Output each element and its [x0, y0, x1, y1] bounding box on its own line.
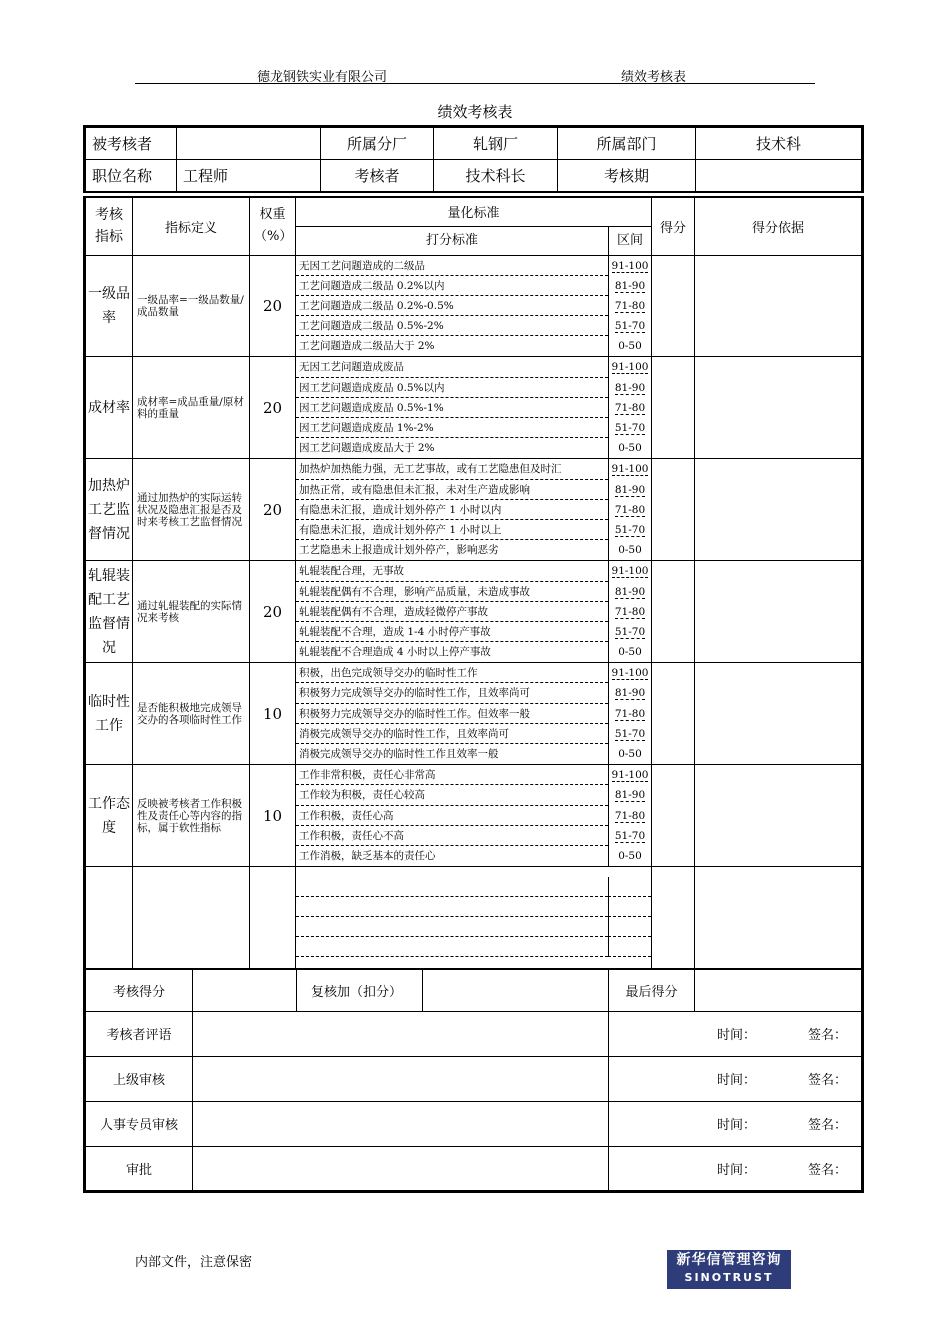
metric-basis-field[interactable]	[695, 357, 863, 459]
criterion-range: 51-70	[614, 829, 646, 842]
metric-definition: 通过轧辊装配的实际情况来考核	[133, 561, 250, 663]
criterion-range: 81-90	[614, 381, 646, 394]
criterion-text: 有隐患未汇报，造成计划外停产 1 小时以内	[296, 500, 608, 520]
criterion-range: 51-70	[614, 727, 646, 740]
criterion-row	[296, 438, 651, 458]
metric-row	[85, 459, 863, 561]
col-scoring: 打分标准	[425, 232, 478, 248]
approval-time-label: 时间：	[717, 1162, 757, 1178]
branch-label: 所属分厂	[321, 127, 434, 160]
approval-sign-label: 签名：	[807, 1028, 847, 1043]
criterion-range: 71-80	[614, 401, 646, 414]
logo-cn: 新华信管理咨询	[676, 1252, 782, 1268]
criterion-row	[296, 500, 651, 520]
blank-criterion-row	[296, 877, 651, 897]
metric-basis-field[interactable]	[695, 561, 863, 663]
criterion-text: 轧辊装配偶有不合理，造成轻微停产事故	[296, 602, 608, 622]
metric-name: 成材率	[85, 357, 133, 459]
criterion-range: 0-50	[618, 748, 642, 760]
metric-definition: 一级品率=一级品数量/成品数量	[133, 255, 250, 357]
criterion-text: 消极完成领导交办的临时性工作，且效率尚可	[296, 724, 608, 744]
criterion-range: 51-70	[614, 523, 646, 536]
metric-row	[85, 663, 863, 765]
criterion-text: 工艺隐患未上报造成计划外停产，影响恶劣	[299, 544, 499, 557]
criterion-text: 轧辊装配合理，无事故	[296, 561, 608, 581]
criterion-row	[296, 378, 651, 398]
criterion-row	[296, 561, 651, 581]
criterion-range: 81-90	[614, 687, 646, 700]
criterion-range: 71-80	[614, 707, 646, 720]
blank-criteria-cell[interactable]	[296, 867, 652, 969]
blank-basis-cell[interactable]	[695, 867, 863, 969]
scoring-criteria	[296, 459, 652, 561]
blank-definition-cell[interactable]	[133, 867, 250, 969]
approval-label: 上级审核	[85, 1056, 193, 1101]
blank-criterion-row	[296, 937, 651, 957]
criterion-row	[296, 582, 651, 602]
approval-row	[85, 1011, 863, 1056]
criterion-range: 91-100	[611, 259, 649, 272]
metric-score-field[interactable]	[652, 561, 695, 663]
criterion-row	[296, 826, 651, 846]
criterion-text: 工作消极，缺乏基本的责任心	[299, 849, 436, 862]
criterion-range: 71-80	[614, 299, 646, 312]
approval-label: 考核者评语	[85, 1011, 193, 1056]
criterion-text: 有隐患未汇报，造成计划外停产 1 小时以上	[296, 520, 608, 540]
criterion-range: 91-100	[611, 769, 649, 782]
approval-row	[85, 1146, 863, 1191]
criterion-range: 0-50	[618, 646, 642, 659]
metric-definition: 是否能积极地完成领导交办的各项临时性工作	[133, 663, 250, 765]
criterion-row	[296, 459, 651, 479]
criterion-text: 因工艺问题造成废品大于 2%	[299, 442, 435, 455]
metrics-table	[83, 196, 864, 970]
criterion-row	[296, 520, 651, 540]
criterion-row	[296, 540, 651, 560]
page-title: 绩效考核表	[437, 103, 513, 121]
criterion-text: 无因工艺问题造成的二级品	[296, 256, 608, 276]
approval-label: 审批	[85, 1146, 193, 1191]
logo-en: SINOTRUST	[684, 1271, 774, 1284]
col-quant: 量化标准	[296, 197, 652, 226]
criterion-row	[296, 683, 651, 703]
metric-basis-field[interactable]	[695, 663, 863, 765]
approval-row	[85, 1101, 863, 1146]
criterion-text: 轧辊装配不合理造成 4 小时以上停产事故	[299, 646, 491, 659]
criterion-range: 71-80	[614, 605, 646, 618]
dept-label: 所属部门	[558, 127, 696, 160]
metric-basis-field[interactable]	[695, 255, 863, 357]
criterion-text: 工作较为积极，责任心较高	[296, 785, 608, 805]
col-weight: 权重（%）	[250, 197, 296, 255]
metric-weight: 20	[250, 561, 296, 663]
approval-label: 人事专员审核	[85, 1101, 193, 1146]
blank-criterion-row	[296, 897, 651, 917]
blank-metric-cell[interactable]	[85, 867, 133, 969]
branch-value[interactable]: 轧钢厂	[434, 127, 558, 160]
metric-definition: 通过加热炉的实际运转状况及隐患汇报是否及时来考核工艺监督情况	[133, 459, 250, 561]
criterion-row	[296, 744, 651, 764]
examinee-label: 被考核者	[85, 127, 177, 160]
criterion-row	[296, 724, 651, 744]
metric-basis-field[interactable]	[695, 459, 863, 561]
metric-weight: 20	[250, 255, 296, 357]
criterion-text: 消极完成领导交办的临时性工作且效率一般	[299, 748, 499, 760]
metric-definition: 反映被考核者工作积极性及责任心等内容的指标，属于软性指标	[133, 765, 250, 867]
blank-score-cell[interactable]	[652, 867, 695, 969]
total-score-field[interactable]	[193, 969, 297, 1011]
criterion-row	[296, 418, 651, 438]
metric-name: 一级品率	[85, 255, 133, 357]
approval-comment-field[interactable]	[193, 1101, 609, 1146]
criterion-row	[296, 296, 651, 316]
criterion-row	[296, 336, 651, 356]
examiner-value[interactable]: 技术科长	[434, 160, 558, 193]
criterion-range: 51-70	[614, 320, 646, 333]
approval-table	[83, 968, 864, 1193]
criterion-range: 51-70	[614, 625, 646, 638]
examinee-field[interactable]	[177, 127, 321, 160]
position-label: 职位名称	[85, 160, 177, 193]
criterion-row	[296, 663, 651, 683]
scoring-criteria	[296, 255, 652, 357]
approval-comment-field[interactable]	[193, 1011, 609, 1056]
period-label: 考核期	[558, 160, 696, 193]
confidential-note: 内部文件，注意保密	[135, 1255, 253, 1270]
approval-time-label: 时间：	[717, 1118, 757, 1133]
criterion-range: 91-100	[611, 667, 649, 680]
criterion-row	[296, 622, 651, 642]
sinotrust-logo	[667, 1250, 791, 1289]
final-score-field[interactable]	[695, 969, 863, 1011]
criterion-row	[296, 256, 651, 276]
total-score-label: 考核得分	[85, 969, 193, 1011]
criterion-text: 积极，出色完成领导交办的临时性工作	[296, 663, 608, 683]
criterion-text: 因工艺问题造成废品 0.5%以内	[296, 378, 608, 398]
blank-metric-row	[85, 867, 863, 969]
col-metric: 考核指标	[85, 197, 133, 255]
approval-comment-field[interactable]	[193, 1056, 609, 1101]
criterion-range: 71-80	[614, 503, 646, 516]
criterion-row	[296, 276, 651, 296]
period-value[interactable]	[696, 160, 863, 193]
criterion-row	[296, 357, 651, 377]
col-definition: 指标定义	[133, 197, 250, 255]
metric-score-field[interactable]	[652, 765, 695, 867]
blank-weight-cell[interactable]	[250, 867, 296, 969]
scoring-criteria	[296, 561, 652, 663]
scoring-criteria	[296, 357, 652, 459]
criterion-row	[296, 480, 651, 500]
criterion-text: 无因工艺问题造成废品	[296, 357, 608, 377]
metric-row	[85, 765, 863, 867]
criterion-text: 因工艺问题造成废品 1%-2%	[296, 418, 608, 438]
criterion-row	[296, 806, 651, 826]
adjust-field[interactable]	[423, 969, 609, 1011]
criterion-text: 轧辊装配偶有不合理，影响产品质量，未造成事故	[296, 582, 608, 602]
criterion-row	[296, 765, 651, 785]
position-value[interactable]: 工程师	[177, 160, 321, 193]
criterion-text: 工艺问题造成二级品大于 2%	[299, 340, 435, 353]
criterion-text: 工艺问题造成二级品 0.5%-2%	[296, 316, 608, 336]
criterion-text: 工艺问题造成二级品 0.2%以内	[296, 276, 608, 296]
criterion-row	[296, 642, 651, 662]
metric-weight: 20	[250, 459, 296, 561]
approval-row	[85, 1056, 863, 1101]
scoring-criteria	[296, 663, 652, 765]
criterion-text: 加热正常，或有隐患但未汇报，未对生产造成影响	[296, 480, 608, 500]
criterion-row	[296, 704, 651, 724]
criterion-text: 积极努力完成领导交办的临时性工作。但效率一般	[296, 704, 608, 724]
criterion-text: 积极努力完成领导交办的临时性工作，且效率尚可	[296, 683, 608, 703]
approval-sign-label: 签名：	[807, 1162, 847, 1178]
header-rule	[135, 83, 815, 84]
metric-score-field[interactable]	[652, 357, 695, 459]
criterion-row	[296, 316, 651, 336]
criterion-range: 81-90	[614, 585, 646, 598]
criterion-row	[296, 785, 651, 805]
col-range: 区间	[608, 227, 651, 255]
approval-sign-label: 签名：	[807, 1118, 847, 1133]
criterion-row	[296, 398, 651, 418]
info-table	[83, 125, 864, 193]
metric-weight: 10	[250, 765, 296, 867]
approval-sign-label: 签名：	[807, 1073, 847, 1088]
criterion-range: 51-70	[614, 422, 646, 434]
scoring-criteria	[296, 765, 652, 867]
examiner-label: 考核者	[321, 160, 434, 193]
approval-time-label: 时间：	[717, 1073, 757, 1088]
adjust-label: 复核加（扣分）	[297, 969, 423, 1011]
col-basis: 得分依据	[695, 197, 863, 255]
metric-score-field[interactable]	[652, 663, 695, 765]
blank-criterion-row	[296, 917, 651, 937]
approval-time-label: 时间：	[717, 1028, 757, 1043]
metric-name: 轧辊装配工艺监督情况	[85, 561, 133, 663]
criterion-range: 81-90	[614, 279, 646, 292]
criterion-range: 0-50	[618, 340, 642, 353]
criterion-text: 工作积极，责任心高	[296, 806, 608, 826]
col-score: 得分	[652, 197, 695, 255]
criterion-range: 81-90	[614, 789, 646, 802]
metric-score-field[interactable]	[652, 255, 695, 357]
metric-weight: 20	[250, 357, 296, 459]
final-score-label: 最后得分	[609, 969, 695, 1011]
metric-name: 临时性工作	[85, 663, 133, 765]
metric-row	[85, 561, 863, 663]
metric-basis-field[interactable]	[695, 765, 863, 867]
metric-row	[85, 255, 863, 357]
criterion-range: 0-50	[618, 544, 642, 557]
metric-score-field[interactable]	[652, 459, 695, 561]
criterion-range: 81-90	[614, 483, 646, 496]
criterion-text: 工艺问题造成二级品 0.2%-0.5%	[296, 296, 608, 316]
criterion-text: 加热炉加热能力强，无工艺事故，或有工艺隐患但及时汇	[296, 459, 608, 479]
criterion-row	[296, 846, 651, 866]
approval-comment-field[interactable]	[193, 1146, 609, 1191]
criterion-range: 91-100	[611, 361, 649, 374]
criterion-range: 71-80	[614, 809, 646, 822]
criterion-range: 91-100	[611, 463, 649, 476]
criterion-range: 0-50	[618, 442, 642, 455]
company-name: 德龙钢铁实业有限公司	[257, 70, 388, 85]
criterion-range: 91-100	[611, 565, 649, 578]
criterion-row	[296, 602, 651, 622]
metric-name: 工作态度	[85, 765, 133, 867]
criterion-range: 0-50	[618, 849, 642, 862]
criterion-text: 因工艺问题造成废品 0.5%-1%	[296, 398, 608, 418]
criterion-text: 工作非常积极，责任心非常高	[296, 765, 608, 785]
metric-name: 加热炉工艺监督情况	[85, 459, 133, 561]
criterion-text: 工作积极，责任心不高	[296, 826, 608, 846]
metric-weight: 10	[250, 663, 296, 765]
metric-definition: 成材率=成品重量/原材料的重量	[133, 357, 250, 459]
criterion-text: 轧辊装配不合理，造成 1-4 小时停产事故	[296, 622, 608, 642]
metric-row	[85, 357, 863, 459]
dept-value[interactable]: 技术科	[696, 127, 863, 160]
header-doc-name: 绩效考核表	[621, 70, 687, 85]
